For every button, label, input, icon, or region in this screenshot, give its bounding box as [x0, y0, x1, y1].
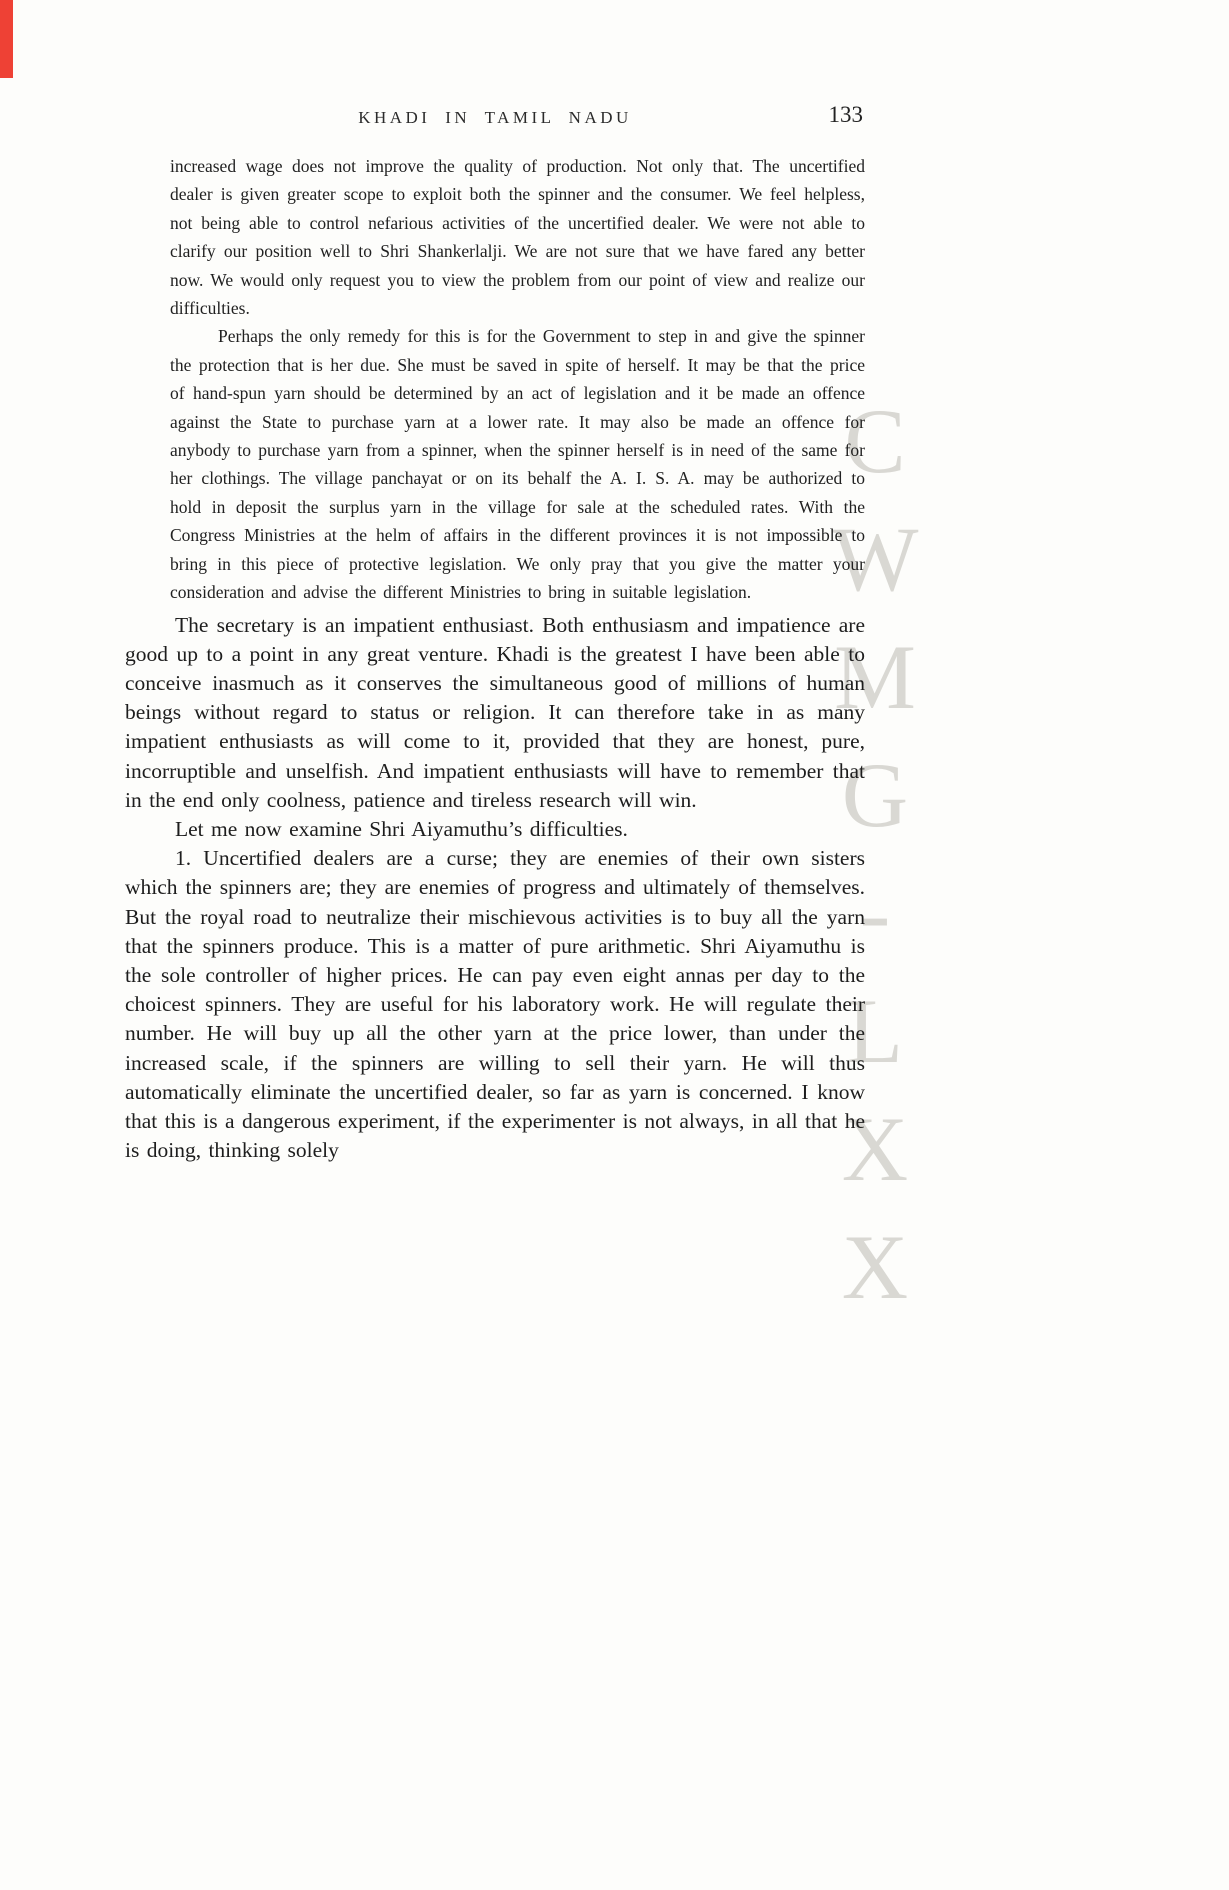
body-paragraph: The secretary is an impatient enthusiast. Both enthusiasm and impatience are good up to a point in any great venture. Khadi is the greatest I have been able to conceive inasmuch as it conserves the simultaneous good of millions of human beings without regard to status or religion. It can therefore take in as many impatient enthusiasts as will come to it, provided that they are honest, pure, incorruptible and unselfish. And impatient enthusiasts will have to remember that in the end only coolness, patience and tireless research will win.	[125, 612, 865, 812]
page-header	[125, 104, 865, 146]
quote-paragraph: increased wage does not improve the quality of production. Not only that. The uncertified dealer is given greater scope to exploit both the spinner and the consumer. We feel helpless, not being able to control nefarious activities of the uncertified dealer. We were not able to clarify our position well to Shri Shankerlalji. We are not sure that we have fared any better now. We would only request you to view the problem from our point of view and realize our difficulties.	[170, 156, 865, 319]
scan-edge-artifact	[0, 0, 13, 78]
page-number: 133	[828, 102, 863, 127]
quote-paragraph: Perhaps the only remedy for this is for the Government to step in and give the spinner the protection that is her due. She must be saved in spite of herself. It may be that the price of hand-spun yarn should be determined by an act of legislation and it be made an offence against the State to purchase yarn at a lower rate. It may also be made an offence for anybody to purchase yarn from a spinner, when the spinner herself is in need of the same for her clothings. The village panchayat or on its behalf the A. I. S. A. may be authorized to hold in deposit the surplus yarn in the village for sale at the scheduled rates. With the Congress Ministries at the helm of affairs in the different provinces it is not impossible to bring in this piece of protective legislation. We only pray that you give the matter your consideration and advise the different Ministries to bring in suitable legislation.	[170, 326, 865, 603]
block-quote	[170, 152, 865, 607]
running-head-title: KHADI IN TAMIL NADU	[358, 108, 632, 127]
page-content	[125, 104, 865, 1165]
watermark-text: CWMG-LXX	[824, 390, 926, 1334]
body-paragraph: 1. Uncertified dealers are a curse; they are enemies of their own sisters which the spinners are; they are enemies of progress and ultimately of themselves. But the royal road to neutralize their mischievous activities is to buy all the yarn that the spinners produce. This is a matter of pure arithmetic. Shri Aiyamuthu is the sole controller of higher prices. He can pay even eight annas per day to the choicest spinners. They are useful for his laboratory work. He will regulate their number. He will buy up all the other yarn at the price lower, than under the increased scale, if the spinners are willing to sell their yarn. He will thus automatically eliminate the uncertified dealer, so far as yarn is concerned. I know that this is a dangerous experiment, if the experimenter is not always, in all that he is doing, thinking solely	[125, 846, 865, 1163]
body-text	[125, 611, 865, 1166]
body-paragraph: Let me now examine Shri Aiyamuthu’s difficulties.	[175, 816, 628, 841]
